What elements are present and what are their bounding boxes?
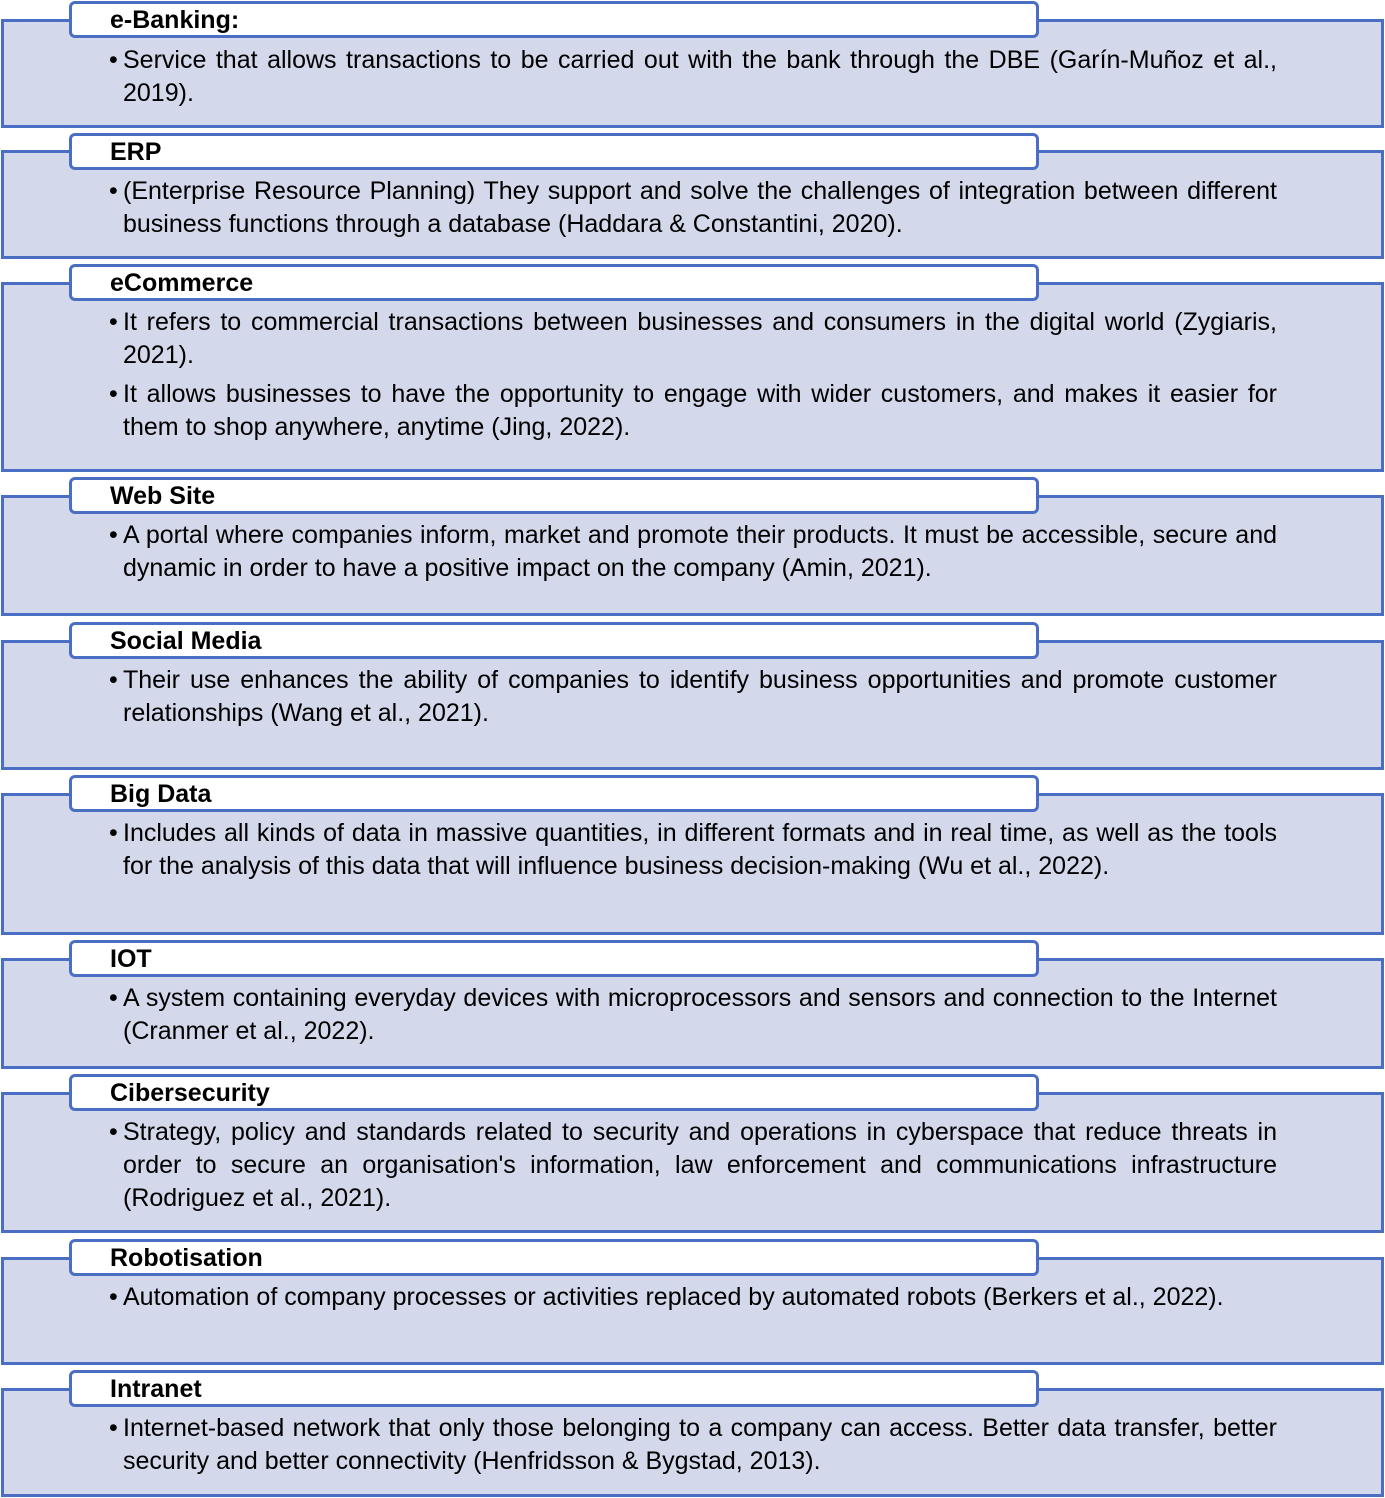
item-title: ERP [110, 138, 162, 166]
bullet-icon: • [109, 308, 118, 336]
bullet-text: Their use enhances the ability of companies to identify business opportunities and promote customer relationships (Wang et al., 2021). [123, 666, 1277, 727]
item-title: Intranet [110, 1375, 202, 1403]
bullet-text: (Enterprise Resource Planning) They support and solve the challenges of integration between different business functions through a database (Haddara & Constantini, 2020). [123, 177, 1277, 238]
bullet-text: It allows businesses to have the opportunity to engage with wider customers, and makes it easier for them to shop anywhere, anytime (Jing, 2022). [123, 380, 1277, 441]
bullet-icon: • [109, 1283, 118, 1311]
bullet-icon: • [109, 177, 118, 205]
item-label [69, 1239, 1039, 1276]
bullet-text: Includes all kinds of data in massive quantities, in different formats and in real time, as well as the tools for the analysis of this data that will influence business decision-making (Wu et al., 2022). [123, 819, 1277, 880]
item-intranet [0, 1370, 1385, 1497]
item-title: e-Banking: [110, 6, 240, 34]
bullet-text: It refers to commercial transactions between businesses and consumers in the digital world (Zygiaris, 2021). [123, 308, 1277, 369]
bullet-item [109, 519, 1277, 585]
bullet-icon: • [109, 46, 118, 74]
item-big-data [0, 775, 1385, 935]
bullet-text: Automation of company processes or activities replaced by automated robots (Berkers et al., 2022). [123, 1283, 1224, 1311]
bullet-item [109, 1116, 1277, 1215]
bullet-icon: • [109, 521, 118, 549]
bullet-item [109, 1412, 1277, 1478]
bullet-item [109, 306, 1277, 372]
item-title: Robotisation [110, 1244, 263, 1272]
bullet-icon: • [109, 1118, 118, 1146]
item-label [69, 775, 1039, 812]
bullet-text: Strategy, policy and standards related to security and operations in cyberspace that reduce threats in order to secure an organisation's information, law enforcement and communications infrastructure (Rodriguez et al., 2021). [123, 1118, 1277, 1212]
bullet-icon: • [109, 984, 118, 1012]
item-robotisation [0, 1239, 1385, 1365]
bullet-text: A system containing everyday devices with microprocessors and sensors and connection to the Internet (Cranmer et al., 2022). [123, 984, 1277, 1045]
item-social-media [0, 622, 1385, 770]
bullet-text: A portal where companies inform, market and promote their products. It must be accessible, secure and dynamic in order to have a positive impact on the company (Amin, 2021). [123, 521, 1277, 582]
bullet-icon: • [109, 819, 118, 847]
bullet-icon: • [109, 1414, 118, 1442]
item-label [69, 1370, 1039, 1407]
item-e-banking [0, 1, 1385, 128]
bullet-item [109, 175, 1277, 241]
bullet-icon: • [109, 380, 118, 408]
item-label [69, 1, 1039, 38]
item-ecommerce [0, 264, 1385, 472]
item-label [69, 622, 1039, 659]
bullet-item [109, 1281, 1277, 1314]
item-title: Web Site [110, 482, 216, 510]
bullet-text: Internet-based network that only those belonging to a company can access. Better data transfer, better security and better connectivity (Henfridsson & Bygstad, 2013). [123, 1414, 1277, 1475]
bullet-item [109, 378, 1277, 444]
bullet-item [109, 664, 1277, 730]
bullet-text: Service that allows transactions to be carried out with the bank through the DBE (Garín-Muñoz et al., 2019). [123, 46, 1277, 107]
bullet-icon: • [109, 666, 118, 694]
item-label [69, 940, 1039, 977]
item-label [69, 133, 1039, 170]
item-label [69, 1074, 1039, 1111]
item-title: Social Media [110, 627, 262, 655]
item-title: Cibersecurity [110, 1079, 270, 1107]
item-label [69, 477, 1039, 514]
item-label [69, 264, 1039, 301]
bullet-item [109, 44, 1277, 110]
item-title: IOT [110, 945, 152, 973]
bullet-item [109, 817, 1277, 883]
item-title: eCommerce [110, 269, 254, 297]
item-erp [0, 133, 1385, 259]
item-title: Big Data [110, 780, 212, 808]
item-iot [0, 940, 1385, 1069]
bullet-item [109, 982, 1277, 1048]
item-cibersecurity [0, 1074, 1385, 1233]
item-web-site [0, 477, 1385, 616]
